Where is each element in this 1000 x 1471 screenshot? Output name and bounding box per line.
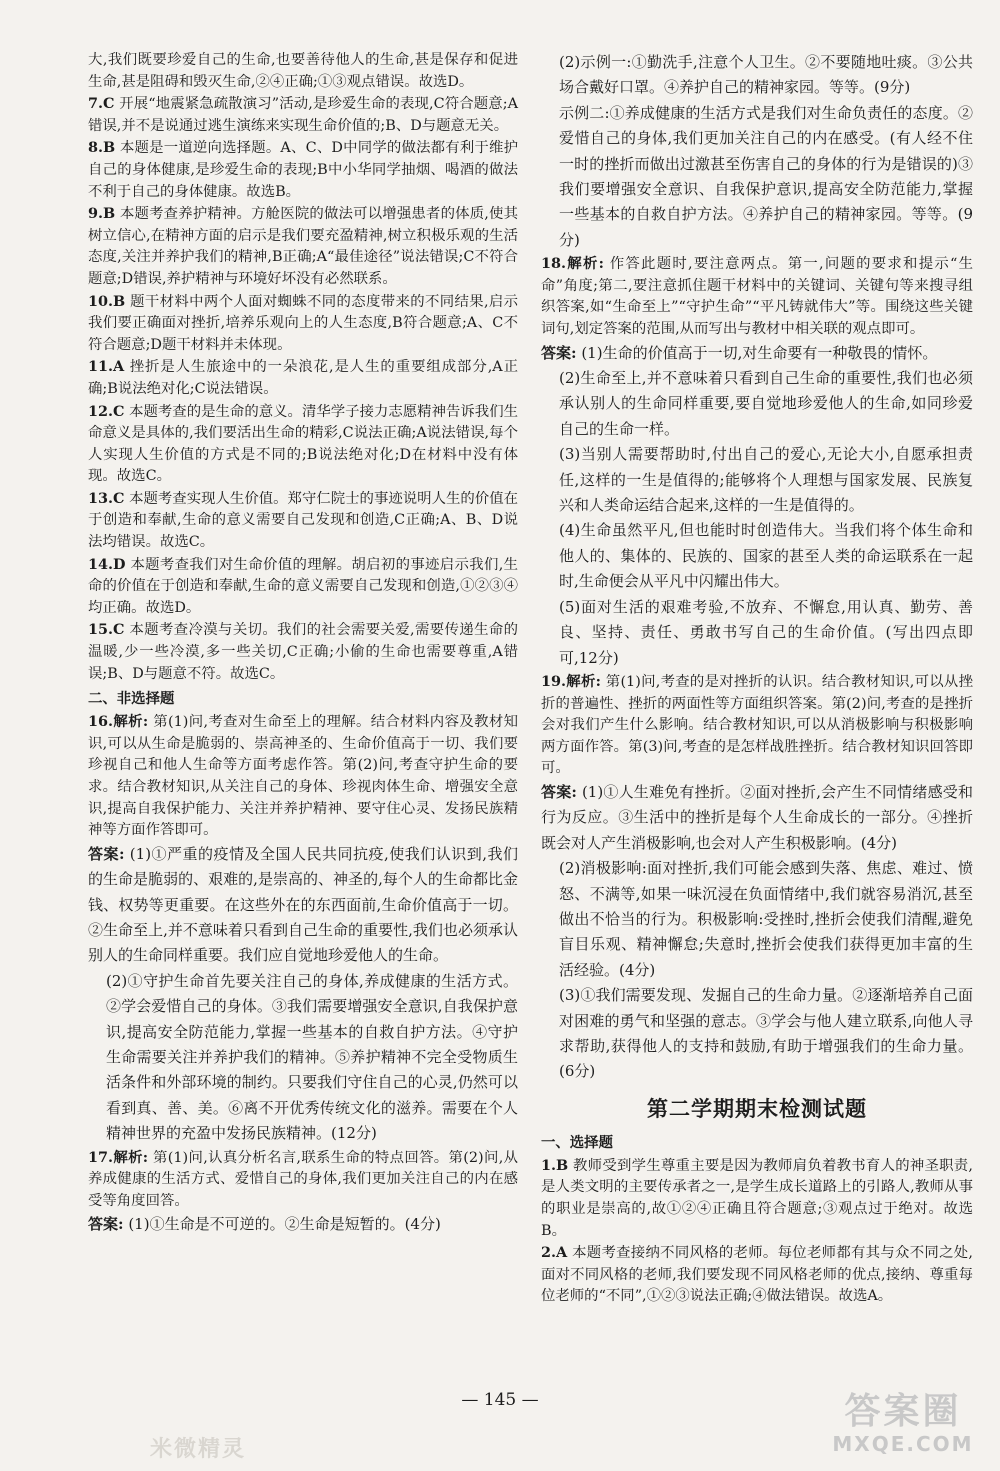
paragraph-text: (1)①人生难免有挫折。②面对挫折,会产生不同情绪感受和行为反应。③生活中的挫折是每个人生命成长的一部分。④挫折既会对人产生消极影响,也会对人产生积极影响。(4分) xyxy=(541,782,973,852)
paragraph-text: 第(1)问,认真分析名言,联系生命的特点回答。第(2)问,从养成健康的生活方式、爱惜自己的身体,我们更加关注自己的内在感受等角度回答。 xyxy=(88,1149,518,1209)
explanation-paragraph xyxy=(541,1155,973,1242)
answer-paragraph xyxy=(541,442,973,518)
paragraph-text: 本题考查养护精神。方舱医院的做法可以增强患者的体质,使其树立信心,在精神方面的启示是我们要充盈精神,树立积极乐观的生活态度,关注并养护我们的精神,B正确;A“最佳途径”说法错误;C不符合题意;D错误,养护精神与环境好坏没有必然联系。 xyxy=(88,206,519,287)
right-column xyxy=(541,50,973,1308)
explanation-paragraph xyxy=(88,711,518,842)
paragraph-text: (1)①生命是不可逆的。②生命是短暂的。(4分) xyxy=(128,1215,441,1234)
question-label: 18.解析: xyxy=(541,255,604,273)
question-label: 答案: xyxy=(88,1215,124,1234)
question-label: 答案: xyxy=(541,343,577,362)
answer-paragraph xyxy=(541,366,973,442)
question-label: 1.B xyxy=(541,1156,569,1174)
explanation-paragraph xyxy=(88,356,518,400)
paragraph-text: 作答此题时,要注意两点。第一,问题的要求和提示“生命”角度;第二,要注意抓住题干材料中的关键词、关键句等来搜寻组织答案,如“生命至上”“守护生命”“平凡铸就伟大”等。围绕这些关键词句,划定答案的范围,从而写出与教材中相关联的观点即可。 xyxy=(541,256,973,338)
explanation-paragraph xyxy=(88,554,518,620)
paragraph-text: 第(1)问,考查的是对挫折的认识。结合教材知识,可以从挫折的普遍性、挫折的两面性等方面组织答案。第(2)问,考查的是挫折会对我们产生什么影响。结合教材知识,可以从消极影响与积极影响两方面作答。第(3)问,考查的是怎样战胜挫折。结合教材知识回答即可。 xyxy=(541,673,973,777)
watermark-text: 答案圈 xyxy=(844,1391,962,1432)
question-label: 10.B xyxy=(88,292,126,310)
answer-paragraph xyxy=(541,518,973,594)
explanation-paragraph xyxy=(88,619,518,685)
explanation-paragraph xyxy=(88,1147,518,1213)
section-heading: 一、选择题 xyxy=(541,1133,613,1151)
paragraph-text: 大,我们既要珍爱自己的生命,也要善待他人的生命,甚是保存和促进生命,甚是阻碍和毁灭生命,②④正确;①③观点错误。故选D。 xyxy=(88,52,518,90)
question-label: 14.D xyxy=(88,555,126,573)
answer-paragraph xyxy=(88,969,518,1147)
question-label: 16.解析: xyxy=(88,713,149,731)
answer-paragraph xyxy=(541,856,973,983)
answer-paragraph xyxy=(541,50,973,101)
explanation-paragraph xyxy=(541,671,973,780)
explanation-paragraph xyxy=(88,488,518,554)
paragraph-text: 题干材料中两个人面对蜘蛛不同的态度带来的不同结果,启示我们要正确面对挫折,培养乐观向上的人生态度,B符合题意;A、C不符合题意;D题干材料并未体现。 xyxy=(88,293,519,353)
paragraph-text: (2)示例一:①勤洗手,注意个人卫生。②不要随地吐痰。③公共场合戴好口罩。④养护自己的精神家园。等等。(9分) xyxy=(559,53,973,97)
paragraph-text: 第(1)问,考查对生命至上的理解。结合材料内容及教材知识,可以从生命是脆弱的、崇高神圣的、生命价值高于一切、我们要珍视自己和他人生命等方面考虑作答。第(2)问,考查守护生命的要求。结合教材知识,从关注自己的身体、珍视肉体生命、增强安全意识,提高自我保护能力、关注并养护精神、要守住心灵、发扬民族精神等方面作答即可。 xyxy=(88,714,519,839)
section-heading: 二、非选择题 xyxy=(88,690,175,708)
paragraph-text: 本题考查实现人生价值。郑守仁院士的事迹说明人生的价值在于创造和奉献,生命的意义需要自己发现和创造,C正确;A、B、D说法均错误。故选C。 xyxy=(88,490,518,551)
paragraph-text: (2)生命至上,并不意味着只看到自己生命的重要性,我们也必须承认别人的生命同样重要,要自觉地珍爱他人的生命,如同珍爱自己的生命一样。 xyxy=(559,369,973,438)
paragraph-text: 本题是一道逆向选择题。A、C、D中同学的做法都有利于维护自己的身体健康,是珍爱生命的表现;B中小华同学抽烟、喝酒的做法不利于自己的身体健康。故选B。 xyxy=(88,140,518,200)
paragraph-text: 本题考查冷漠与关切。我们的社会需要关爱,需要传递生命的温暖,少一些冷漠,多一些关切,C正确;小偷的生命也需要尊重,A错误;B、D与题意不符。故选C。 xyxy=(88,622,518,682)
paragraph-text: 开展“地震紧急疏散演习”活动,是珍爱生命的表现,C符合题意;A错误,并不是说通过逃生演练来实现生命价值的;B、D与题意无关。 xyxy=(88,96,518,134)
question-label: 17.解析: xyxy=(88,1148,149,1166)
question-label: 答案: xyxy=(541,782,577,801)
question-label: 12.C xyxy=(88,402,125,420)
question-label: 答案: xyxy=(88,844,125,863)
answer-paragraph xyxy=(541,780,973,856)
answer-paragraph xyxy=(88,1212,518,1237)
paragraph-text: 示例二:①养成健康的生活方式是我们对生命负责任的态度。②爱惜自己的身体,我们更加关注自己的内在感受。(有人经不住一时的挫折而做出过激甚至伤害自己的身体的行为是错误的)③我们要增强安全意识、自我保护意识,提高安全防范能力,掌握一些基本的自救自护方法。④养护自己的精神家园。等等。(9分) xyxy=(559,103,973,249)
faint-corner-stamp: 米微精灵 xyxy=(150,1436,247,1462)
paragraph-text: 挫折是人生旅途中的一朵浪花,是人生的重要组成部分,A正确;B说法绝对化;C说法错误。 xyxy=(88,359,518,397)
question-label: 7.C xyxy=(88,95,115,113)
question-label: 19.解析: xyxy=(541,672,601,690)
paragraph-text: (2)消极影响:面对挫折,我们可能会感到失落、焦虑、难过、愤怒、不满等,如果一味沉浸在负面情绪中,我们就容易消沉,甚至做出不恰当的行为。积极影响:受挫时,挫折会使我们清醒,避免盲目乐观、精神懈怠;失意时,挫折会使我们获得更加丰富的生活经验。(4分) xyxy=(559,859,973,979)
paragraph-text: (2)①守护生命首先要关注自己的身体,养成健康的生活方式。②学会爱惜自己的身体。③我们需要增强安全意识,自我保护意识,提高安全防范能力,掌握一些基本的自救自护方法。④守护生命需要关注并养护我们的精神。⑤养护精神不完全受物质生活条件和外部环境的制约。只要我们守住自己的心灵,仍然可以看到真、善、美。⑥离不开优秀传统文化的滋养。需要在个人精神世界的充盈中发扬民族精神。(12分) xyxy=(106,971,518,1143)
question-label: 2.A xyxy=(541,1244,568,1262)
exam-section-title: 第二学期期末检测试题 xyxy=(647,1096,867,1121)
explanation-paragraph xyxy=(88,137,518,203)
explanation-paragraph xyxy=(88,291,518,357)
paragraph-text: 本题考查的是生命的意义。清华学子接力志愿精神告诉我们生命意义是具体的,我们要活出生命的精彩,C说法正确;A说法错误,每个人实现人生价值的方式是不同的;B说法绝对化;D在材料中没有体现。故选C。 xyxy=(88,403,518,485)
explanation-paragraph xyxy=(88,50,518,93)
paragraph-text: (4)生命虽然平凡,但也能时时创造伟大。当我们将个体生命和他人的、集体的、民族的、国家的甚至人类的命运联系在一起时,生命便会从平凡中闪耀出伟大。 xyxy=(559,521,973,591)
paragraph-text: 本题考查接纳不同风格的老师。每位老师都有其与众不同之处,面对不同风格的老师,我们要发现不同风格老师的优点,接纳、尊重每位老师的“不同”,①②③说法正确;④做法错误。故选A。 xyxy=(541,1245,974,1305)
explanation-paragraph xyxy=(541,253,973,340)
page-number: — 145 — xyxy=(461,1390,539,1410)
watermark-url: MXQE.COM xyxy=(832,1432,974,1456)
paragraph-text: (3)①我们需要发现、发掘自己的生命力量。②逐渐培养自己面对困难的勇气和坚强的意志。③学会与他人建立联系,向他人寻求帮助,获得他人的支持和鼓励,有助于增强我们的生命力量。(6分) xyxy=(559,986,973,1081)
watermark-logo xyxy=(828,1392,978,1462)
paragraph-text: (5)面对生活的艰难考验,不放弃、不懈怠,用认真、勤劳、善良、坚持、责任、勇敢书写自己的生命价值。(写出四点即可,12分) xyxy=(559,597,973,667)
explanation-paragraph xyxy=(541,1242,973,1308)
answer-paragraph xyxy=(541,101,973,253)
question-label: 9.B xyxy=(88,205,116,223)
answer-paragraph xyxy=(541,983,973,1085)
answer-paragraph xyxy=(541,595,973,671)
explanation-paragraph xyxy=(88,401,518,488)
paragraph-text: (3)当别人需要帮助时,付出自己的爱心,无论大小,自愿承担责任,这样的一生是值得的;能够将个人理想与国家发展、民族复兴和人类命运结合起来,这样的一生是值得的。 xyxy=(559,445,973,515)
question-label: 15.C xyxy=(88,621,125,639)
paragraph-text: 本题考查我们对生命价值的理解。胡启初的事迹启示我们,生命的价值在于创造和奉献,生命的意义需要自己发现和创造,①②③④均正确。故选D。 xyxy=(88,556,519,616)
question-label: 13.C xyxy=(88,489,125,507)
answer-paragraph xyxy=(541,341,973,366)
question-label: 8.B xyxy=(88,139,116,157)
answer-paragraph xyxy=(88,842,518,969)
left-column xyxy=(88,50,518,1238)
paragraph-text: (1)①严重的疫情及全国人民共同抗疫,使我们认识到,我们的生命是脆弱的、艰难的,是崇高的、神圣的,每个人的生命都比金钱、权势等更重要。在这些外在的东西面前,生命价值高于一切。②生命至上,并不意味着只看到自己生命的重要性,我们也必须承认别人的生命同样重要。我们应自觉地珍爱他人的生命。 xyxy=(88,844,518,965)
paragraph-text: 教师受到学生尊重主要是因为教师肩负着教书育人的神圣职责,是人类文明的主要传承者之一,是学生成长道路上的引路人,教师从事的职业是崇高的,故①②④正确且符合题意;③观点过于绝对。故选B。 xyxy=(541,1157,974,1239)
explanation-paragraph xyxy=(88,93,518,137)
question-label: 11.A xyxy=(88,358,125,376)
paragraph-text: (1)生命的价值高于一切,对生命要有一种敬畏的情怀。 xyxy=(581,343,938,362)
explanation-paragraph xyxy=(88,203,518,290)
